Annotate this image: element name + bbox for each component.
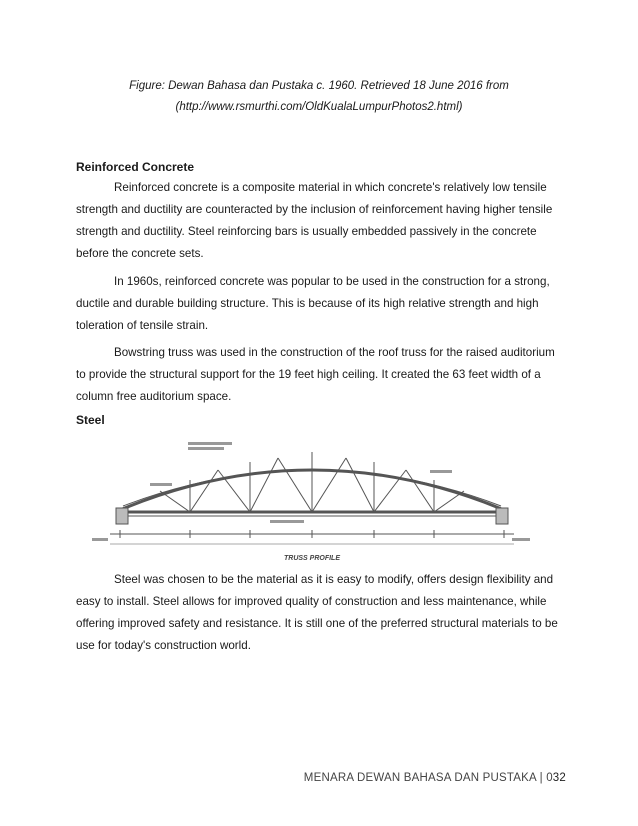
paragraph-steel xyxy=(76,569,562,657)
truss-profile-label: TRUSS PROFILE xyxy=(283,555,341,562)
page-number: 32 xyxy=(552,772,566,784)
paragraph-reinforced-concrete-3 xyxy=(76,342,562,408)
paragraph-reinforced-concrete-1 xyxy=(76,177,562,265)
section-heading-reinforced-concrete: Reinforced Concrete xyxy=(76,160,195,174)
footer-title: MENARA DEWAN BAHASA DAN PUSTAKA | 0 xyxy=(303,772,553,784)
truss-profile-drawing xyxy=(90,436,534,566)
page-footer xyxy=(304,772,566,784)
paragraph-text: Reinforced concrete is a composite material in which concrete's relatively low tensile strength and ductility are counteracted by the inclusion of reinforcement having higher tensile strength and ductility. Steel reinforcing bars is usually embedded passively in the concrete before the concrete sets. xyxy=(76,181,553,260)
paragraph-reinforced-concrete-2 xyxy=(76,271,562,337)
paragraph-text: In 1960s, reinforced concrete was popular to be used in the construction for a strong, ductile and durable building structure. This is because of its high relative strength and high toleration of tensile strain. xyxy=(76,275,550,332)
paragraph-text: Bowstring truss was used in the construction of the roof truss for the raised auditorium to provide the structural support for the 19 feet high ceiling. It created the 63 feet width of a column free auditorium space. xyxy=(76,346,555,403)
figure-caption-line-1: Figure: Dewan Bahasa dan Pustaka c. 1960. Retrieved 18 June 2016 from xyxy=(129,80,509,92)
paragraph-text: Steel was chosen to be the material as it is easy to modify, offers design flexibility and easy to install. Steel allows for improved quality of construction and less maintenance, while offering improved safety and resistance. It is still one of the preferred structural materials to be use for today's construction world. xyxy=(76,573,558,652)
figure-caption-line-2: (http://www.rsmurthi.com/OldKualaLumpurPhotos2.html) xyxy=(175,101,463,113)
section-heading-steel: Steel xyxy=(76,413,105,427)
